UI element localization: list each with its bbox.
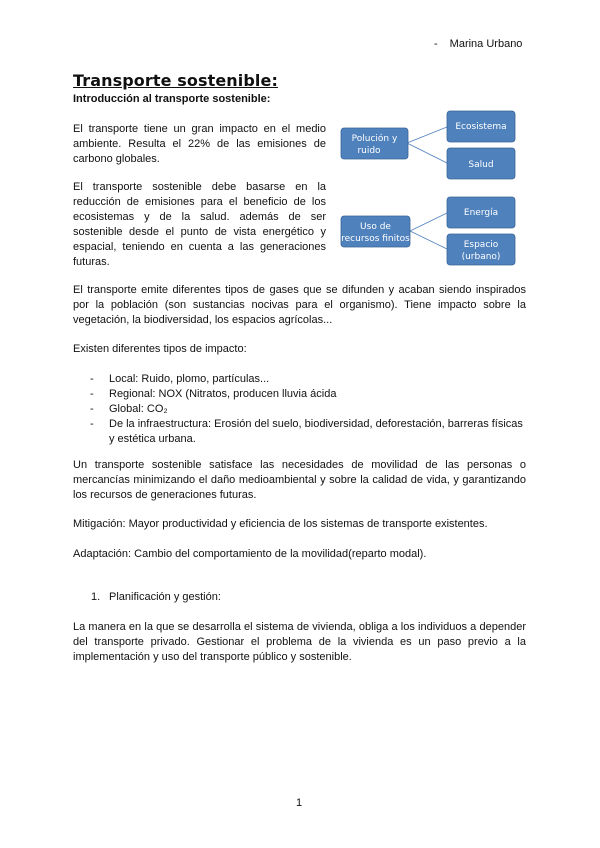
node-salud-label: Salud bbox=[468, 160, 494, 170]
page-title: Transporte sostenible: bbox=[73, 71, 278, 90]
section-heading-planificacion bbox=[91, 591, 221, 603]
author-name: Marina Urbano bbox=[449, 38, 523, 50]
node-recursos-line2: recursos finitos bbox=[341, 234, 410, 244]
page-number: 1 bbox=[296, 797, 303, 809]
section-label: Planificación y gestión: bbox=[109, 591, 221, 603]
node-polucion-line1: Polución y bbox=[351, 134, 398, 144]
list-item-text: Regional: NOX (Nitratos, producen lluvia ácida bbox=[109, 388, 337, 400]
connector-recursos-espacio bbox=[410, 231, 447, 249]
paragraph-adaptacion: Adaptación: Cambio del comportamiento de la movilidad(reparto modal). bbox=[73, 548, 427, 560]
list-item-text: De la infraestructura: Erosión del suelo, biodiversidad, deforestación, barreras físicas y estética urbana. bbox=[109, 418, 523, 445]
node-polucion-line2: ruido bbox=[357, 146, 381, 156]
paragraph-impact: El transporte tiene un gran impacto en el medio ambiente. Resulta el 22% de las emisiones de carbono globales. bbox=[73, 123, 326, 165]
connector-polucion-salud bbox=[407, 143, 447, 163]
paragraph-sustainable: El transporte sostenible debe basarse en la reducción de emisiones para el beneficio de los ecosistemas y de la salud. además de ser sostenible desde el punto de vista energético y espacial, teniendo en cuenta a las generaciones futuras. bbox=[73, 181, 326, 268]
list-item bbox=[90, 372, 526, 387]
list-item-text: Global: CO₂ bbox=[109, 403, 168, 415]
list-item-text: Local: Ruido, plomo, partículas... bbox=[109, 373, 270, 385]
paragraph-definition: Un transporte sostenible satisface las necesidades de movilidad de las personas o mercancías minimizando el daño medioambiental y sobre la calidad de vida, y garantizando los recursos de generaciones futuras. bbox=[73, 459, 526, 501]
node-espacio-line2: (urbano) bbox=[461, 252, 501, 262]
paragraph-impact-types: Existen diferentes tipos de impacto: bbox=[73, 343, 247, 355]
list-bullet: - bbox=[90, 403, 94, 415]
section-subtitle: Introducción al transporte sostenible: bbox=[73, 93, 271, 105]
list-bullet: - bbox=[90, 388, 94, 400]
node-ecosistema-label: Ecosistema bbox=[455, 122, 507, 132]
list-bullet: - bbox=[90, 373, 94, 385]
paragraph-vivienda: La manera en la que se desarrolla el sistema de vivienda, obliga a los individuos a depender del transporte privado. Gestionar el problema de la vivienda es un paso previo a la implementación y uso del transporte público y sostenible. bbox=[73, 621, 526, 663]
header-dash: - bbox=[434, 38, 438, 50]
list-item bbox=[90, 387, 526, 402]
node-recursos-line1: Uso de bbox=[360, 222, 391, 232]
list-bullet: - bbox=[90, 418, 94, 430]
list-item bbox=[90, 417, 526, 447]
paragraph-mitigacion: Mitigación: Mayor productividad y eficiencia de los sistemas de transporte existentes. bbox=[73, 518, 488, 530]
node-espacio-line1: Espacio bbox=[463, 240, 499, 250]
list-item bbox=[90, 402, 526, 417]
connector-polucion-ecosistema bbox=[407, 127, 447, 143]
section-number: 1. bbox=[91, 591, 101, 603]
impact-list bbox=[90, 372, 526, 447]
node-energia-label: Energía bbox=[463, 208, 499, 218]
connector-recursos-energia bbox=[410, 213, 447, 231]
paragraph-gases: El transporte emite diferentes tipos de gases que se difunden y acaban siendo inspirados por la población (son sustancias nocivas para el organismo). Tiene impacto sobre la vegetación, la biodiversidad, los espacios agrícolas... bbox=[73, 284, 526, 326]
